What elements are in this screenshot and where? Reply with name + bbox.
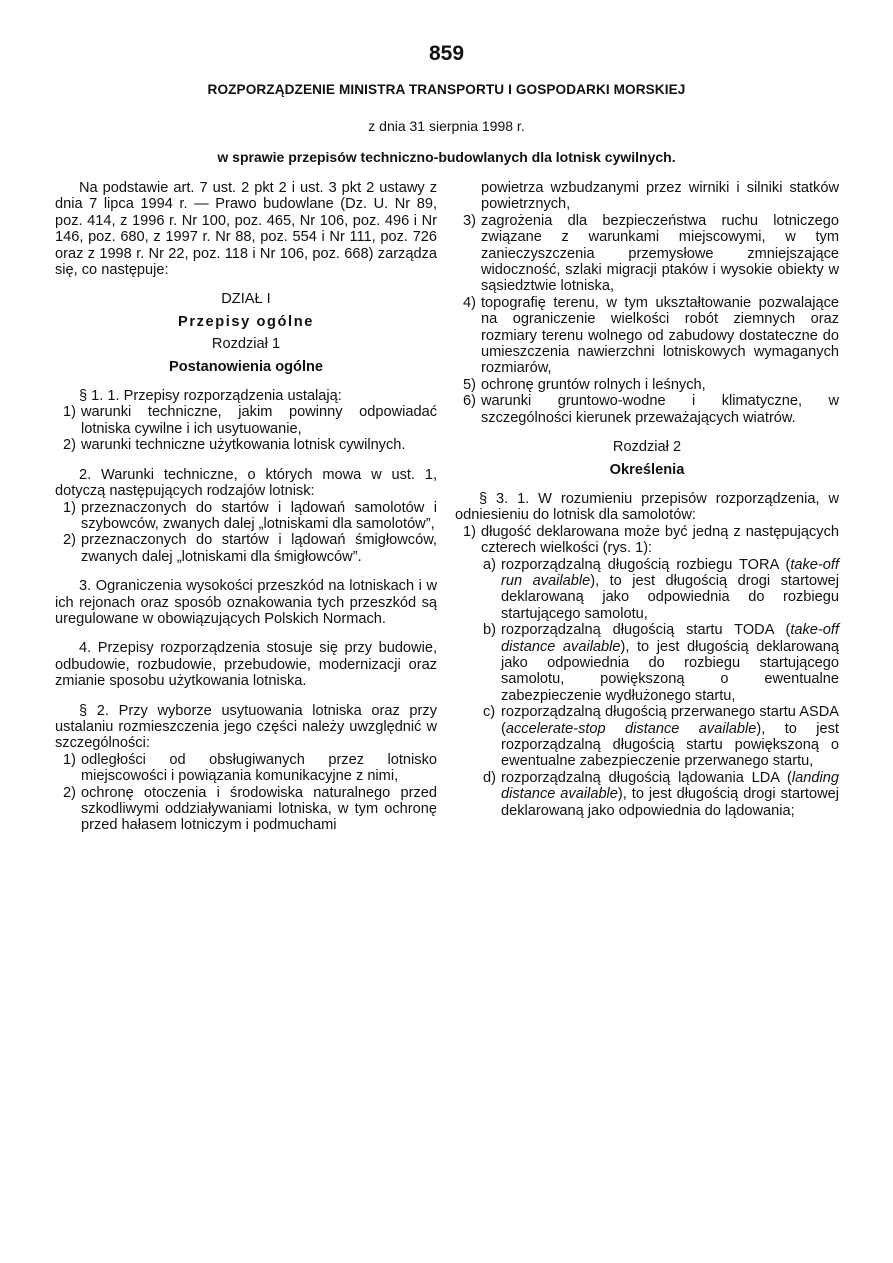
chapter-heading: Rozdział 2: [612, 439, 682, 456]
item-text: rozporządzalną długością startu TODA (: [501, 622, 791, 639]
item-text: odległości od obsługiwanych przez lotnisko miejscowości i powiązania komunikacyjne z nimi,: [81, 751, 437, 785]
left-column: [55, 180, 437, 834]
list-item: [455, 213, 839, 295]
item-text: długość deklarowana może być jedną z następujących czterech wielkości (rys. 1):: [481, 523, 839, 557]
sub-item-d: [455, 770, 839, 819]
item-number: 1): [463, 523, 476, 540]
right-column: [455, 180, 839, 819]
item-text: rozporządzalną długością rozbiegu TORA (: [501, 556, 791, 573]
division-title: Przepisy ogólne: [178, 313, 314, 330]
item-term: take-off distance available: [501, 622, 839, 655]
section-1-2-intro: 2. Warunki techniczne, o których mowa w ust. 1, dotyczą następujących rodzajów lotnisk:: [55, 466, 437, 500]
document-subject: w sprawie przepisów techniczno-budowlanych dla lotnisk cywilnych.: [217, 149, 676, 165]
sub-item-a: [455, 557, 839, 623]
item-number: 2): [63, 784, 76, 801]
item-term: take-off run available: [501, 556, 839, 589]
item-letter: b): [483, 622, 496, 639]
section-3-intro: § 3. 1. W rozumieniu przepisów rozporządzenia, w odniesieniu do lotnisk dla samolotów:: [455, 490, 839, 524]
item-letter: a): [483, 556, 496, 573]
document-date: z dnia 31 sierpnia 1998 r.: [368, 118, 525, 134]
chapter-heading: Rozdział 1: [211, 336, 281, 353]
list-item: [455, 393, 839, 426]
sub-item-b: [455, 622, 839, 704]
document-title: ROZPORZĄDZENIE MINISTRA TRANSPORTU I GOSPODARKI MORSKIEJ: [207, 82, 686, 97]
chapter-title: Określenia: [609, 461, 685, 478]
item-text: warunki gruntowo-wodne i klimatyczne, w szczególności kierunek przeważających wiatrów.: [481, 393, 839, 426]
item-text: ochronę gruntów rolnych i leśnych,: [481, 376, 706, 393]
list-item: [55, 404, 437, 437]
item-letter: c): [483, 704, 496, 721]
section-1-1-intro: § 1. 1. Przepisy rozporządzenia ustalają:: [79, 388, 342, 405]
item-text: rozporządzalną długością lądowania LDA (: [501, 769, 792, 786]
list-item: [55, 532, 437, 565]
item-term: landing distance available: [501, 769, 839, 803]
list-item: [455, 377, 839, 393]
continuation-text: powietrza wzbudzanymi przez wirniki i silniki statków powietrznych,: [481, 180, 839, 213]
section-1-3: 3. Ograniczenia wysokości przeszkód na lotniskach i w ich rejonach oraz sposób oznakowania tych przeszkód są uregulowane w obowiązujących Polskich Normach.: [55, 578, 437, 627]
item-term: accelerate-stop distance available: [505, 720, 757, 737]
item-text: przeznaczonych do startów i lądowań samolotów i szybowców, zwanych dalej „lotniskami dla samolotów”,: [81, 499, 437, 532]
sub-item-c: [455, 704, 839, 770]
list-item: [55, 437, 437, 453]
item-text: ), to jest długością deklarowaną jako odpowiednia do rozbiegu startującego samolotu, powiększoną o ewentualne zabezpieczenie wydłużonego startu,: [501, 638, 839, 704]
division-heading: DZIAŁ I: [221, 291, 271, 308]
item-text: topografię terenu, w tym ukształtowanie pozwalające na ograniczenie wielkości robót ziemnych oraz rozmiary terenu wolnego od zabudowy dostateczne do umieszczenia nawierzchni lotniskowych wymaganych rozmiarów,: [481, 294, 839, 377]
preamble: Na podstawie art. 7 ust. 2 pkt 2 i ust. 3 pkt 2 ustawy z dnia 7 lipca 1994 r. — Prawo budowlane (Dz. U. Nr 89, poz. 414, z 1996 r. Nr 100, poz. 465, Nr 106, poz. 496 i Nr 146, poz. 680, z 1997 r. Nr 88, poz. 554 i Nr 111, poz. 726 oraz z 1998 r. Nr 22, poz. 118 i Nr 106, poz. 668) zarządza się, co następuje:: [55, 180, 437, 279]
item-text: ), to jest długością drogi startowej deklarowaną jako odpowiednia do rozbiegu startującego samolotu,: [501, 572, 839, 622]
item-number: 2): [63, 437, 76, 454]
item-number: 3): [463, 212, 476, 229]
list-item: [55, 752, 437, 785]
item-number: 5): [463, 376, 476, 393]
item-text: zagrożenia dla bezpieczeństwa ruchu lotniczego związane z warunkami miejscowymi, w tym zanieczyszczenia przemysłowe zmniejszające widoczność, szlaki migracji ptaków i wysokie obiekty w sąsiedztwie lotniska,: [481, 212, 839, 295]
page-number: 859: [428, 42, 465, 65]
item-number: 1): [63, 499, 76, 516]
item-text: ochronę otoczenia i środowiska naturalnego przed szkodliwymi oddziaływaniami lotniska, w tym ochronę przed hałasem lotniczym i podmuchami: [81, 784, 437, 834]
item-number: 1): [63, 404, 76, 421]
item-text: warunki techniczne użytkowania lotnisk cywilnych.: [81, 437, 406, 454]
item-number: 6): [463, 393, 476, 410]
item-text: ), to jest długością drogi startowej deklarowaną jako odpowiednia do lądowania;: [501, 786, 839, 819]
item-text: przeznaczonych do startów i lądowań śmigłowców, zwanych dalej „lotniskami dla śmigłowców”.: [81, 532, 437, 565]
item-text: warunki techniczne, jakim powinny odpowiadać lotniska cywilne i ich usytuowanie,: [81, 404, 437, 437]
list-item: [55, 785, 437, 834]
section-1-4: 4. Przepisy rozporządzenia stosuje się przy budowie, odbudowie, rozbudowie, przebudowie, modernizacji oraz zmianie sposobu użytkowania lotniska.: [55, 640, 437, 690]
item-number: 2): [63, 532, 76, 549]
item-number: 4): [463, 294, 476, 311]
list-item: [455, 295, 839, 377]
item-letter: d): [483, 769, 496, 786]
list-item: [455, 524, 839, 557]
item-text: ), to jest rozporządzalną długością startu powiększoną o ewentualne zabezpieczenie przerwanego startu,: [501, 720, 839, 770]
section-2-intro: § 2. Przy wyborze usytuowania lotniska oraz przy ustalaniu rozmieszczenia jego części należy uwzględnić w szczególności:: [55, 702, 437, 752]
chapter-title: Postanowienia ogólne: [168, 358, 324, 375]
item-text: rozporządzalną długością przerwanego startu ASDA (: [501, 704, 839, 737]
list-item: [55, 500, 437, 533]
item-number: 1): [63, 751, 76, 768]
